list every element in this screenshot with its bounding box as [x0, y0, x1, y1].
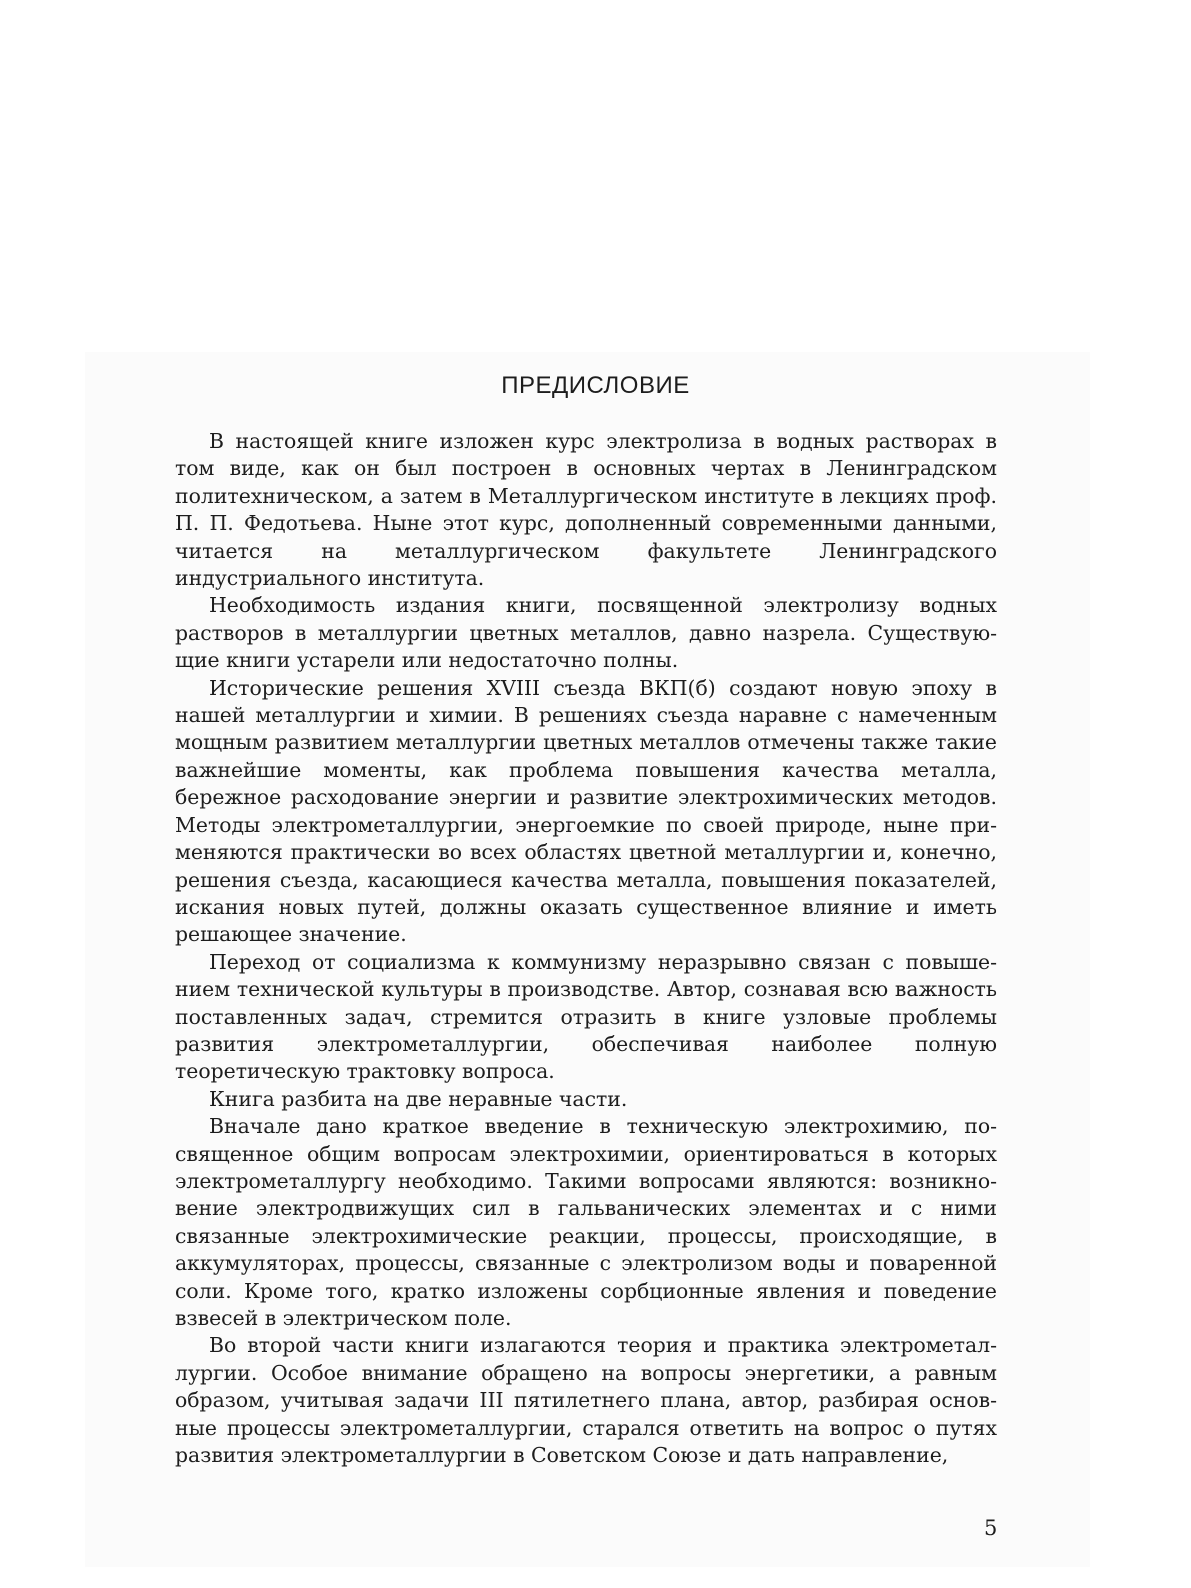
paragraph-5: Книга разбита на две неравные части. [209, 1086, 628, 1111]
paragraph-3: Исторические решения XVIII съезда ВКП(б) создают новую эпоху в нашей металлургии и химии. В решениях съезда наравне с намеченным мощным развитием металлургии цветных металлов отмечены также такие важнейшие моменты, как проблема повышения качества металла, бережное расходование энергии и развитие электрохимических методов. Методы электрометаллургии, энергоемкие по своей природе, ныне применяются практически во всех областях цветной металлургии и, конечно, решения съезда, касающиеся качества металла, повышения показателей, искания новых путей, должны оказать существенное влияние и иметь решающее значение. [175, 675, 997, 947]
page-number: 5 [984, 1516, 998, 1540]
paragraph-1: В настоящей книге изложен курс электролиза в водных растворах в том виде, как он был построен в основных чертах в Ленинградском политехническом, а затем в Металлургическом институте в лекциях проф. П. П. Федотьева. Ныне этот курс, дополненный современными данными, читается на металлургическом факультете Ленинградского индустриального института. [175, 429, 997, 591]
paragraph-7: Во второй части книги излагаются теория и практика электрометаллургии. Особое внимание обращено на вопросы энергетики, а равным образом, учитывая задачи III пятилетнего плана, автор, разбирая основные процессы электрометаллургии, старался ответить на вопрос о путях развития электрометаллургии в Советском Союзе и дать направление, [175, 1333, 997, 1468]
page-title: ПРЕДИСЛОВИЕ [501, 372, 690, 399]
body-text [175, 428, 997, 1469]
paragraph-2: Необходимость издания книги, посвященной электролизу водных растворов в металлургии цветных металлов, давно назрела. Существующие книги устарели или недостаточно полны. [175, 593, 997, 673]
paragraph-4: Переход от социализма к коммунизму неразрывно связан с повышением технической культуры в производстве. Автор, сознавая всю важность поставленных задач, стремится отразить в книге узловые проблемы развития электрометаллургии, обеспечивая наиболее полную теоретическую трактовку вопроса. [175, 949, 997, 1084]
paragraph-6: Вначале дано краткое введение в техническую электрохимию, посвященное общим вопросам электрохимии, ориентироваться в которых электрометаллургу необходимо. Такими вопросами являются: возникновение электродвижущих сил в гальванических элементах и с ними связанные электрохимические реакции, процессы, происходящие, в аккумуляторах, процессы, связанные с электролизом воды и поваренной соли. Кроме того, кратко изложены сорбционные явления и поведение взвесей в электрическом поле. [175, 1114, 997, 1330]
